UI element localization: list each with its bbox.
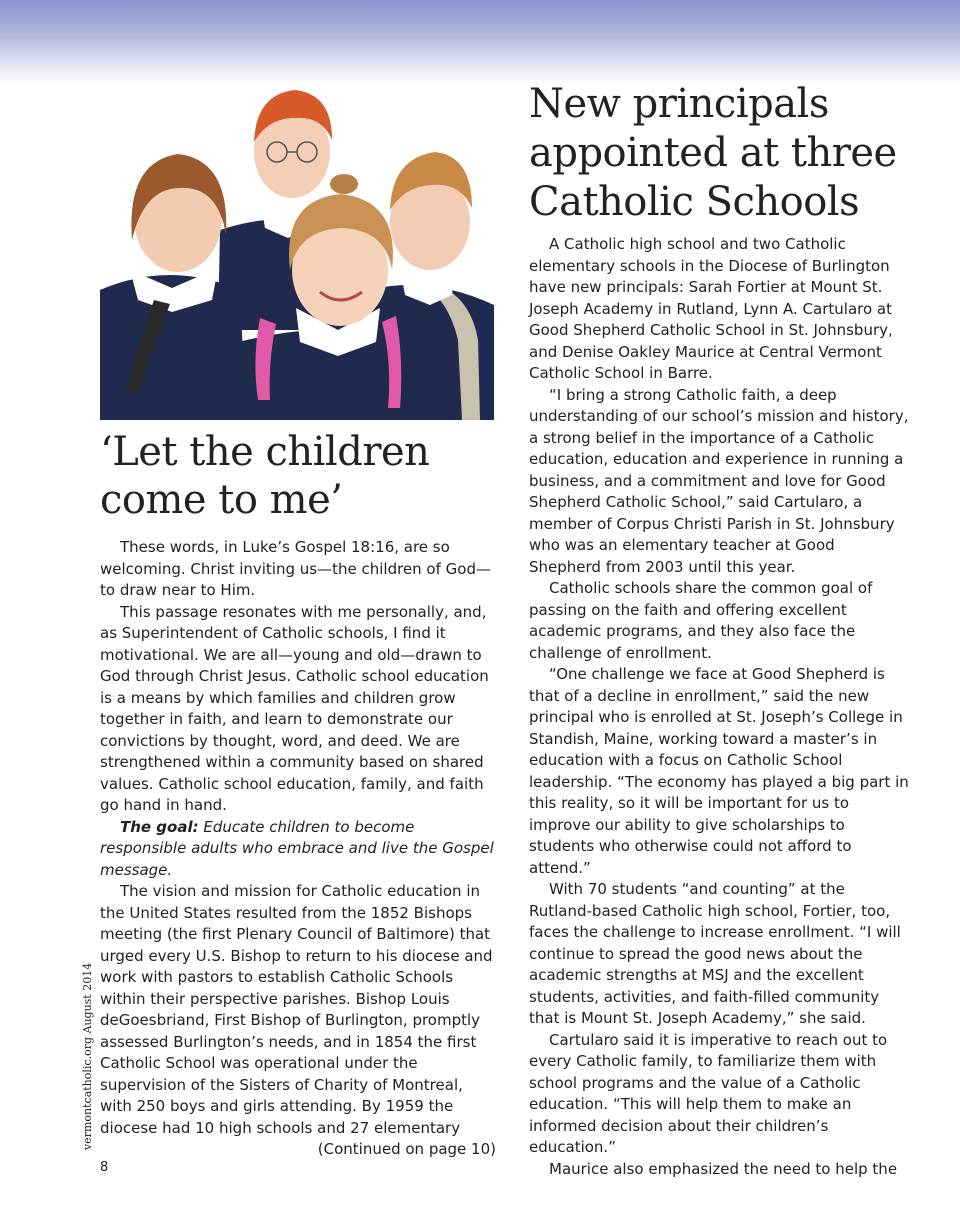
goal-paragraph [100,817,496,882]
top-gradient-band [0,0,960,84]
children-photo [100,90,494,420]
body-paragraph: “One challenge we face at Good Shepherd is that of a decline in enrollment,” said the new principal who is enrolled at St. Joseph’s College in Standish, Maine, working toward a master’s in education with a focus on Catholic School leadership. “The economy has played a big part in this reality, so it will be important for us to improve our ability to give scholarships to students who otherwise could not afford to attend.” [529,665,909,877]
body-paragraph: Cartularo said it is imperative to reach out to every Catholic family, to familiarize them with school programs and the value of a Catholic education. “This will help them to make an informed decision about their children’s education.” [529,1030,888,1156]
right-headline-line: Catholic Schools [529,179,860,225]
goal-label: The goal: [120,817,199,836]
body-paragraph: Maurice also emphasized the need to help the [549,1159,898,1178]
right-headline-line: New principals [529,81,829,127]
left-headline-line: come to me’ [100,477,343,523]
body-paragraph: Catholic schools share the common goal of passing on the faith and offering excellent academic programs, and they also face the challenge of enrollment. [529,579,873,662]
page-number: 8 [100,1160,109,1175]
body-paragraph: “I bring a strong Catholic faith, a deep understanding of our school’s mission and history, a strong belief in the importance of a Catholic education, education and experience in running a business, and a commitment and love for Good Shepherd Catholic School,” said Cartularo, a member of Corpus Christi Parish in St. Johnsbury who was an elementary teacher at Good Shepherd from 2003 until this year. [529,385,909,576]
body-paragraph: The vision and mission for Catholic education in the United States resulted from the 1852 Bishops meeting (the first Plenary Council of Baltimore) that urged every U.S. Bishop to return to his diocese and work with pastors to establish Catholic Schools within their perspective parishes. Bishop Louis deGoesbriand, First Bishop of Burlington, promptly assessed Burlington’s needs, and in 1854 the first Catholic School was operational under the supervision of the Sisters of Charity of Montreal, with 250 boys and girls attending. By 1959 the diocese had 10 high schools and 27 elementary [100,882,493,1137]
body-paragraph: This passage resonates with me personally, and, as Superintendent of Catholic schools, I find it motivational. We are all—young and old—drawn to God through Christ Jesus. Catholic school education is a means by which families and children grow together in faith, and learn to demonstrate our convictions by thought, word, and deed. We are strengthened within a community based on shared values. Catholic school education, family, and faith go hand in hand. [100,602,489,814]
left-headline [100,428,500,524]
right-headline [529,80,949,227]
right-article-body [529,234,909,1180]
continued-link[interactable]: (Continued on page 10) [317,1140,496,1158]
body-paragraph: These words, in Luke’s Gospel 18:16, are so welcoming. Christ inviting us—the children of God—to draw near to Him. [100,538,491,599]
sidebar-publication-info: vermontcatholic.org August 2014 [81,962,94,1150]
body-paragraph: With 70 students “and counting” at the Rutland-based Catholic high school, Fortier, too, faces the challenge to increase enrollment. “I will continue to spread the good news about the academic strengths at MSJ and the excellent students, activities, and faith-filled community that is Mount St. Joseph Academy,” she said. [529,880,901,1027]
left-headline-line: ‘Let the children [100,429,430,475]
left-article-body [100,537,496,1161]
body-paragraph: A Catholic high school and two Catholic elementary schools in the Diocese of Burlington have new principals: Sarah Fortier at Mount St. Joseph Academy in Rutland, Lynn A. Cartularo at Good Shepherd Catholic School in St. Johnsbury, and Denise Oakley Maurice at Central Vermont Catholic School in Barre. [529,235,893,382]
right-headline-line: appointed at three [529,130,897,176]
goal-text: Educate children to become responsible adults who embrace and live the Gospel message. [100,817,494,879]
